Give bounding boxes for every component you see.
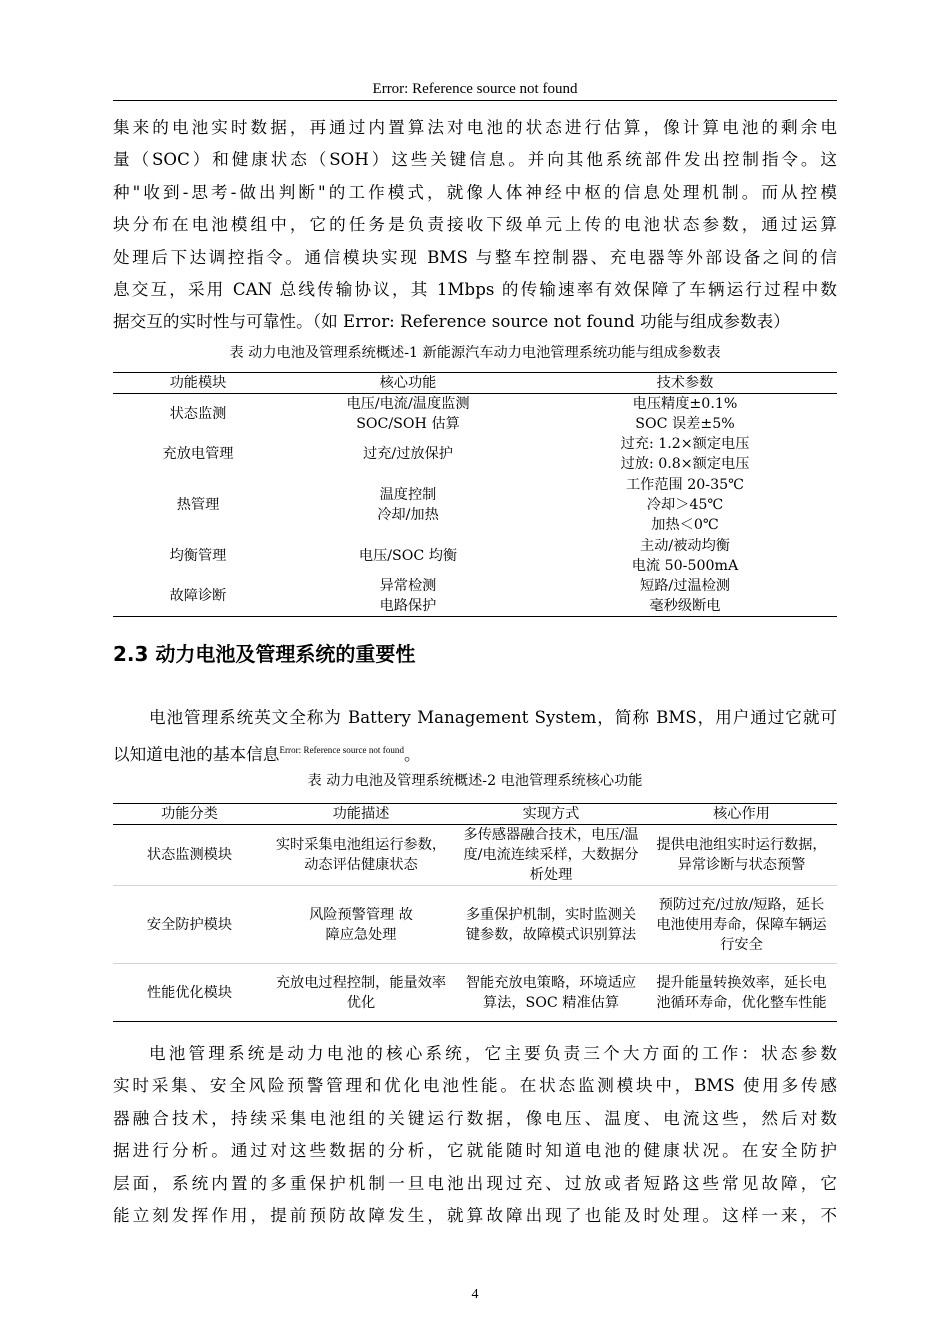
table-row [113,886,837,964]
section-heading: 2.3 动力电池及管理系统的重要性 [113,642,416,666]
paragraph-line: 实时采集、安全风险预警管理和优化电池性能。在状态监测模块中，BMS 使用多传感 [113,1076,837,1096]
paragraph-line: 电池管理系统是动力电池的核心系统，它主要负责三个大方面的工作：状态参数 [149,1044,837,1063]
function-cell [283,536,533,576]
module-cell: 故障诊断 [113,576,283,617]
cell-line: 短路/过温检测 [640,578,730,594]
table1-header-cell: 核心功能 [283,373,533,394]
table2-header-cell: 功能描述 [266,804,456,825]
cell-line: SOC/SOH 估算 [356,416,460,432]
table-row [113,394,837,435]
cell-line: 电压/电流/温度监测 [346,396,470,412]
paragraph-line: 电池管理系统英文全称为 Battery Management System，简称 BMS，用户通过它就可 [149,708,837,727]
param-cell [533,536,837,576]
paragraph-line: 能立刻发挥作用，提前预防故障发生，就算故障出现了也能及时处理。这样一来，不 [113,1205,837,1225]
cell-line: 过放: 0.8×额定电压 [620,456,750,472]
param-cell [533,394,837,435]
paragraph-line: 处理后下达调控指令。通信模块实现 BMS 与整车控制器、充电器等外部设备之间的信 [113,247,837,267]
cell-line: 电压精度±0.1% [632,396,738,412]
category-cell: 性能优化模块 [113,964,266,1022]
function-cell [283,576,533,617]
paragraph-line: 据交互的实时性与可靠性。（如 Error: Reference source not found 功能与组成参数表） [113,312,790,332]
table-row [113,576,837,617]
module-cell: 充放电管理 [162,446,234,462]
cell-line: 加热＜0℃ [651,517,719,533]
reference-superscript: Error: Reference source not found [279,745,405,756]
table2-header-row [113,804,837,825]
table1-header-cell: 技术参数 [533,373,837,394]
paragraph-line [113,734,837,766]
paragraph-2 [113,702,837,767]
param-cell [533,434,837,474]
table1-header-cell: 功能模块 [113,373,283,394]
module-cell: 状态监测 [169,406,227,422]
description-cell: 实时采集电池组运行参数，动态评估健康状态 [266,825,456,886]
cell-line: 主动/被动均衡 [640,538,730,554]
table-row [113,536,837,576]
paragraph-line: 据进行分析。通过对这些数据的分析，它就能随时知道电池的健康状况。在安全防护 [113,1141,837,1161]
cell-line: 过充: 1.2×额定电压 [620,436,750,452]
cell-line: 毫秒级断电 [649,598,721,614]
cell-line: 电压/SOC 均衡 [358,548,458,564]
table2-header-cell: 核心作用 [646,804,837,825]
function-cell [283,434,533,474]
function-cell [283,474,533,536]
cell-line: 冷却/加热 [377,507,439,523]
paragraph-line: 息交互，采用 CAN 总线传输协议，其 1Mbps 的传输速率有效保障了车辆运行过程中数 [113,279,837,299]
module-cell: 均衡管理 [169,548,227,564]
role-cell: 提升能量转换效率，延长电池循环寿命，优化整车性能 [646,964,837,1022]
paragraph-text: 。 [404,745,421,765]
paragraph-line: 量（SOC）和健康状态（SOH）这些关键信息。并向其他系统部件发出控制指令。这 [113,150,837,170]
table-row [113,434,837,474]
table2-header-cell: 功能分类 [113,804,266,825]
param-cell [533,576,837,617]
table2-header-cell: 实现方式 [456,804,646,825]
table-row [113,474,837,536]
paragraph-text: 以知道电池的基本信息 [113,745,280,765]
table1 [113,372,837,617]
param-cell [533,474,837,536]
table2 [113,803,837,1022]
method-cell: 智能充放电策略，环境适应算法，SOC 精准估算 [456,964,646,1022]
role-cell: 提供电池组实时运行数据，异常诊断与状态预警 [646,825,837,886]
table-row [113,964,837,1022]
description-cell: 风险预警管理 故障应急处理 [266,886,456,964]
paragraph-line: 块分布在电池模组中，它的任务是负责接收下级单元上传的电池状态参数，通过运算 [113,215,837,235]
table1-caption: 表 动力电池及管理系统概述-1 新能源汽车动力电池管理系统功能与组成参数表 [229,345,721,361]
table-row [113,825,837,886]
method-cell: 多重保护机制，实时监测关键参数，故障模式识别算法 [456,886,646,964]
cell-line: 异常检测 [379,578,437,594]
table1-header-row [113,373,837,394]
cell-line: SOC 误差±5% [635,416,735,432]
cell-line: 过充/过放保护 [363,446,453,462]
paragraph-1 [113,112,837,339]
paragraph-line: 层面，系统内置的多重保护机制一旦电池出现过充、过放或者短路这些常见故障，它 [113,1173,837,1193]
page-header: Error: Reference source not found [372,81,578,97]
cell-line: 电流 50-500mA [631,558,739,574]
category-cell: 状态监测模块 [113,825,266,886]
paragraph-3 [113,1038,837,1232]
paragraph-line: 种"收到-思考-做出判断"的工作模式，就像人体神经中枢的信息处理机制。而从控模 [113,182,837,202]
role-cell: 预防过充/过放/短路，延长电池使用寿命，保障车辆运行安全 [646,886,837,964]
function-cell [283,394,533,435]
cell-line: 冷却＞45℃ [646,497,724,513]
description-cell: 充放电过程控制，能量效率优化 [266,964,456,1022]
cell-line: 工作范围 20-35℃ [625,477,745,493]
category-cell: 安全防护模块 [113,886,266,964]
method-cell: 多传感器融合技术，电压/温度/电流连续采样，大数据分析处理 [456,825,646,886]
paragraph-line: 器融合技术，持续采集电池组的关键运行数据，像电压、温度、电流这些，然后对数 [113,1108,837,1128]
cell-line: 温度控制 [379,487,437,503]
cell-line: 电路保护 [379,598,437,614]
table2-caption: 表 动力电池及管理系统概述-2 电池管理系统核心功能 [307,773,643,789]
paragraph-line: 集来的电池实时数据，再通过内置算法对电池的状态进行估算，像计算电池的剩余电 [113,118,837,137]
header-rule [113,100,837,101]
page-number: 4 [471,1287,479,1302]
module-cell: 热管理 [176,497,220,513]
